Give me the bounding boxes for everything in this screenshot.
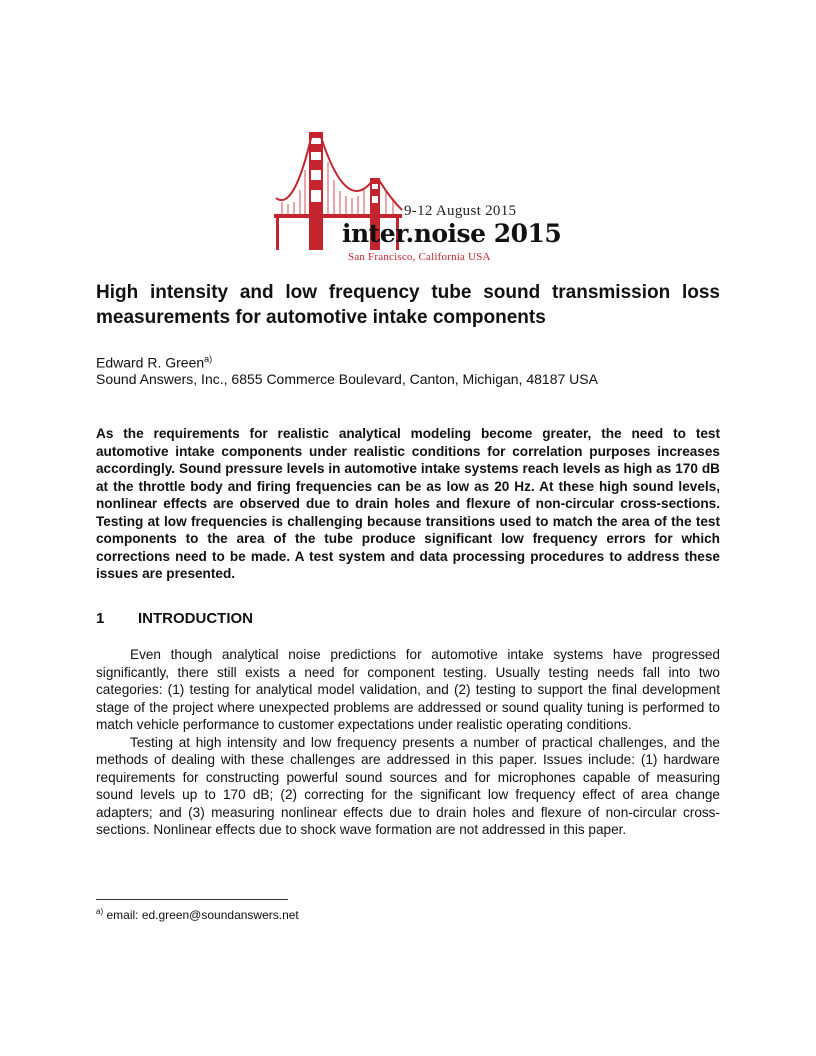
abstract: As the requirements for realistic analytical modeling become greater, the need to test automotive intake components under realistic conditions for correlation purposes increases accordingly. Sound pressure levels in automotive intake systems reach levels as high as 170 dB at the throttle body and firing frequencies can be as low as 20 Hz. At these high sound levels, nonlinear effects are observed due to drain holes and flexure of non-circular cross-sections. Testing at low frequencies is challenging because transitions used to match the area of the test components to the area of the tube produce significant low frequency errors for which corrections need to be made. A test system and data processing procedures to address these issues are presented. xyxy=(96,426,720,581)
title-line-1: High intensity and low frequency tube sound transmission loss xyxy=(96,282,720,303)
paper-title xyxy=(96,280,720,330)
footnote-email: email: ed.green@soundanswers.net xyxy=(106,908,299,922)
footnote-mark: a) xyxy=(96,907,104,916)
footnote xyxy=(96,907,299,922)
section-number: 1 xyxy=(96,610,105,627)
paragraph: Even though analytical noise predictions for automotive intake systems have progressed significantly, there still exists a need for component testing. Usually testing needs fall into two categories: (1) testing for analytical model validation, and (2) testing to support the final development stage of the project where unexpected problems are addressed or sound quality tuning is performed to match vehicle performance to customer expectations under realistic operating conditions. xyxy=(96,647,720,732)
conference-location: San Francisco, California USA xyxy=(348,251,491,263)
author-footnote-mark: a) xyxy=(204,354,213,364)
title-line-2: measurements for automotive intake components xyxy=(96,307,546,328)
conference-name: inter.noise 2015 xyxy=(342,219,562,248)
section-heading xyxy=(96,610,253,627)
affiliation: Sound Answers, Inc., 6855 Commerce Boulevard, Canton, Michigan, 48187 USA xyxy=(96,371,598,387)
section-title: INTRODUCTION xyxy=(138,610,253,627)
conference-date: 9-12 August 2015 xyxy=(404,203,517,219)
conference-logo xyxy=(272,128,562,264)
footnote-divider xyxy=(96,899,288,900)
author xyxy=(96,350,212,372)
paragraph: Testing at high intensity and low frequency presents a number of practical challenges, and the methods of dealing with these challenges are addressed in this paper. Issues include: (1) hardware requirements for constructing powerful sound sources and for microphones capable of measuring sound levels up to 170 dB; (2) correcting for the significant low frequency effect of area change adapters; and (3) measuring nonlinear effects due to drain holes and flexure of non-circular cross-sections. Nonlinear effects due to shock wave formation are not addressed in this paper. xyxy=(96,734,720,837)
body-text xyxy=(96,646,720,839)
author-name: Edward R. Green xyxy=(96,354,205,371)
